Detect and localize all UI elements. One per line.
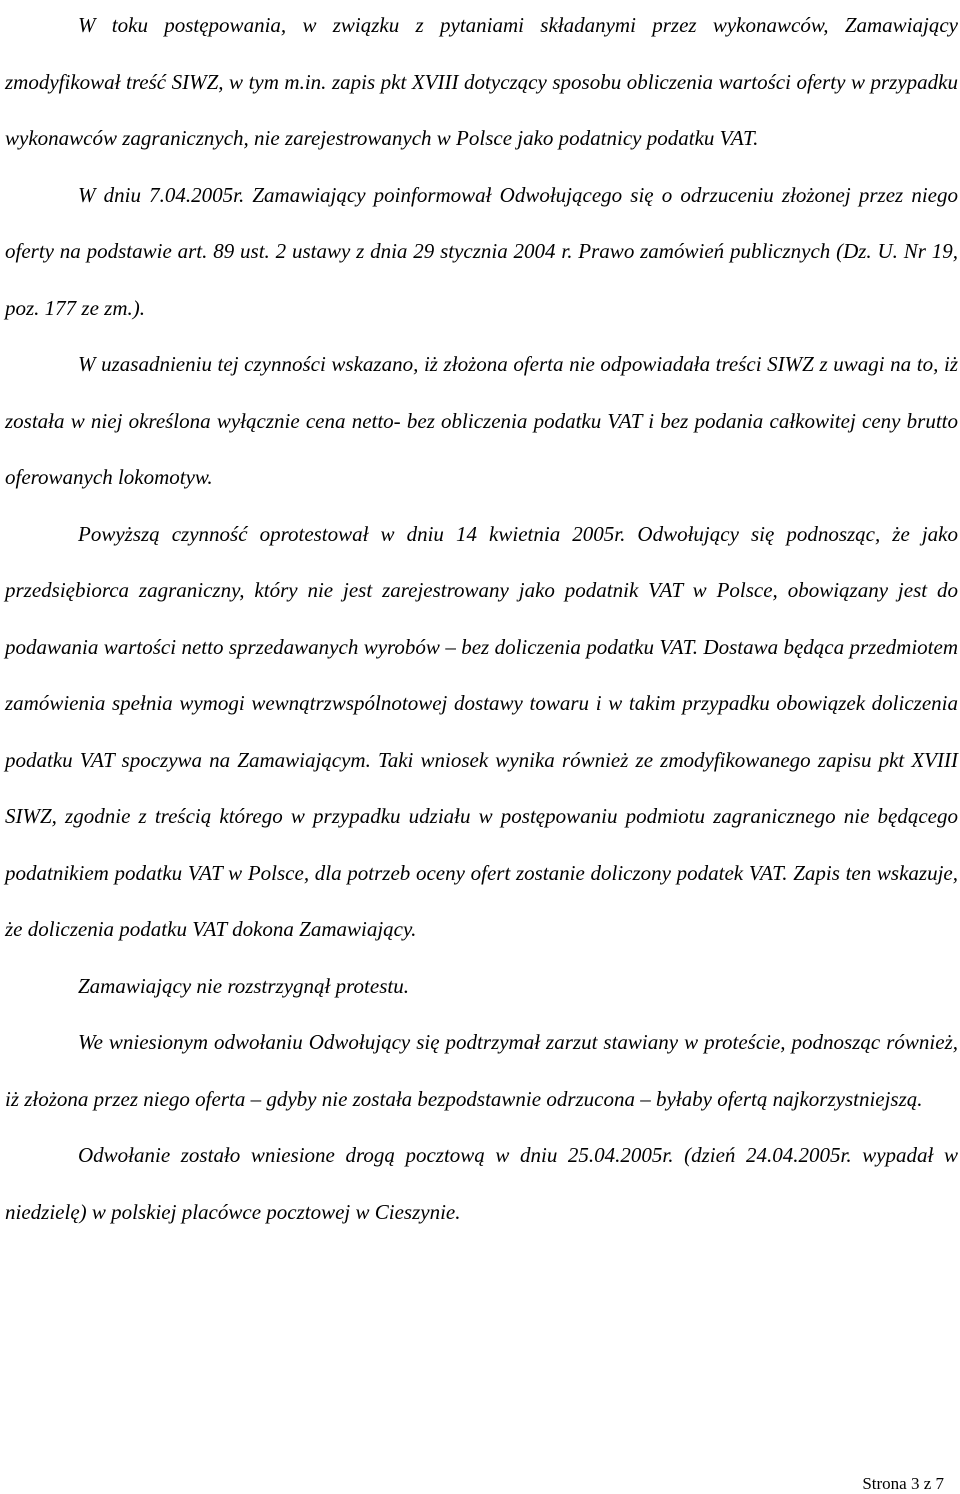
page-number: Strona 3 z 7 (862, 1474, 944, 1493)
paragraph-appeal-filing: Odwołanie zostało wniesione drogą pocztową w dniu 25.04.2005r. (dzień 24.04.2005r. wypadał w niedzielę) w polskiej placówce pocztowej w Cieszynie. (5, 1143, 958, 1224)
paragraph-protest: Powyższą czynność oprotestował w dniu 14 kwietnia 2005r. Odwołujący się podnosząc, że jako przedsiębiorca zagraniczny, który nie jest zarejestrowany jako podatnik VAT w Polsce, obowiązany jest do podawania wartości netto sprzedawanych wyrobów – bez doliczenia podatku VAT. Dostawa będąca przedmiotem zamówienia spełnia wymogi wewnątrzwspólnotowej dostawy towaru i w takim przypadku obowiązek doliczenia podatku VAT spoczywa na Zamawiającym. Taki wniosek wynika również ze zmodyfikowanego zapisu pkt XVIII SIWZ, zgodnie z treścią którego w przypadku udziału w postępowaniu podmiotu zagranicznego nie będącego podatnikiem podatku VAT w Polsce, dla potrzeb oceny ofert zostanie doliczony podatek VAT. Zapis ten wskazuje, że doliczenia podatku VAT dokona Zamawiający. (5, 521, 958, 941)
document-body (5, 0, 958, 1240)
paragraph-protest-unresolved: Zamawiający nie rozstrzygnął protestu. (78, 973, 409, 998)
paragraph-modification: W toku postępowania, w związku z pytaniami składanymi przez wykonawców, Zamawiający zmodyfikował treść SIWZ, w tym m.in. zapis pkt XVIII dotyczący sposobu obliczenia wartości oferty w przypadku wykonawców zagranicznych, nie zarejestrowanych w Polsce jako podatnicy podatku VAT. (5, 13, 958, 150)
paragraph-justification: W uzasadnieniu tej czynności wskazano, iż złożona oferta nie odpowiadała treści SIWZ z uwagi na to, iż została w niej określona wyłącznie cena netto- bez obliczenia podatku VAT i bez podania całkowitej ceny brutto oferowanych lokomotyw. (5, 352, 958, 489)
paragraph-rejection-notice: W dniu 7.04.2005r. Zamawiający poinformował Odwołującego się o odrzuceniu złożonej przez niego oferty na podstawie art. 89 ust. 2 ustawy z dnia 29 stycznia 2004 r. Prawo zamówień publicznych (Dz. U. Nr 19, poz. 177 ze zm.). (5, 182, 958, 320)
paragraph-appeal: We wniesionym odwołaniu Odwołujący się podtrzymał zarzut stawiany w proteście, podnosząc również, iż złożona przez niego oferta – gdyby nie została bezpodstawnie odrzucona – byłaby ofertą najkorzystniejszą. (5, 1030, 958, 1111)
